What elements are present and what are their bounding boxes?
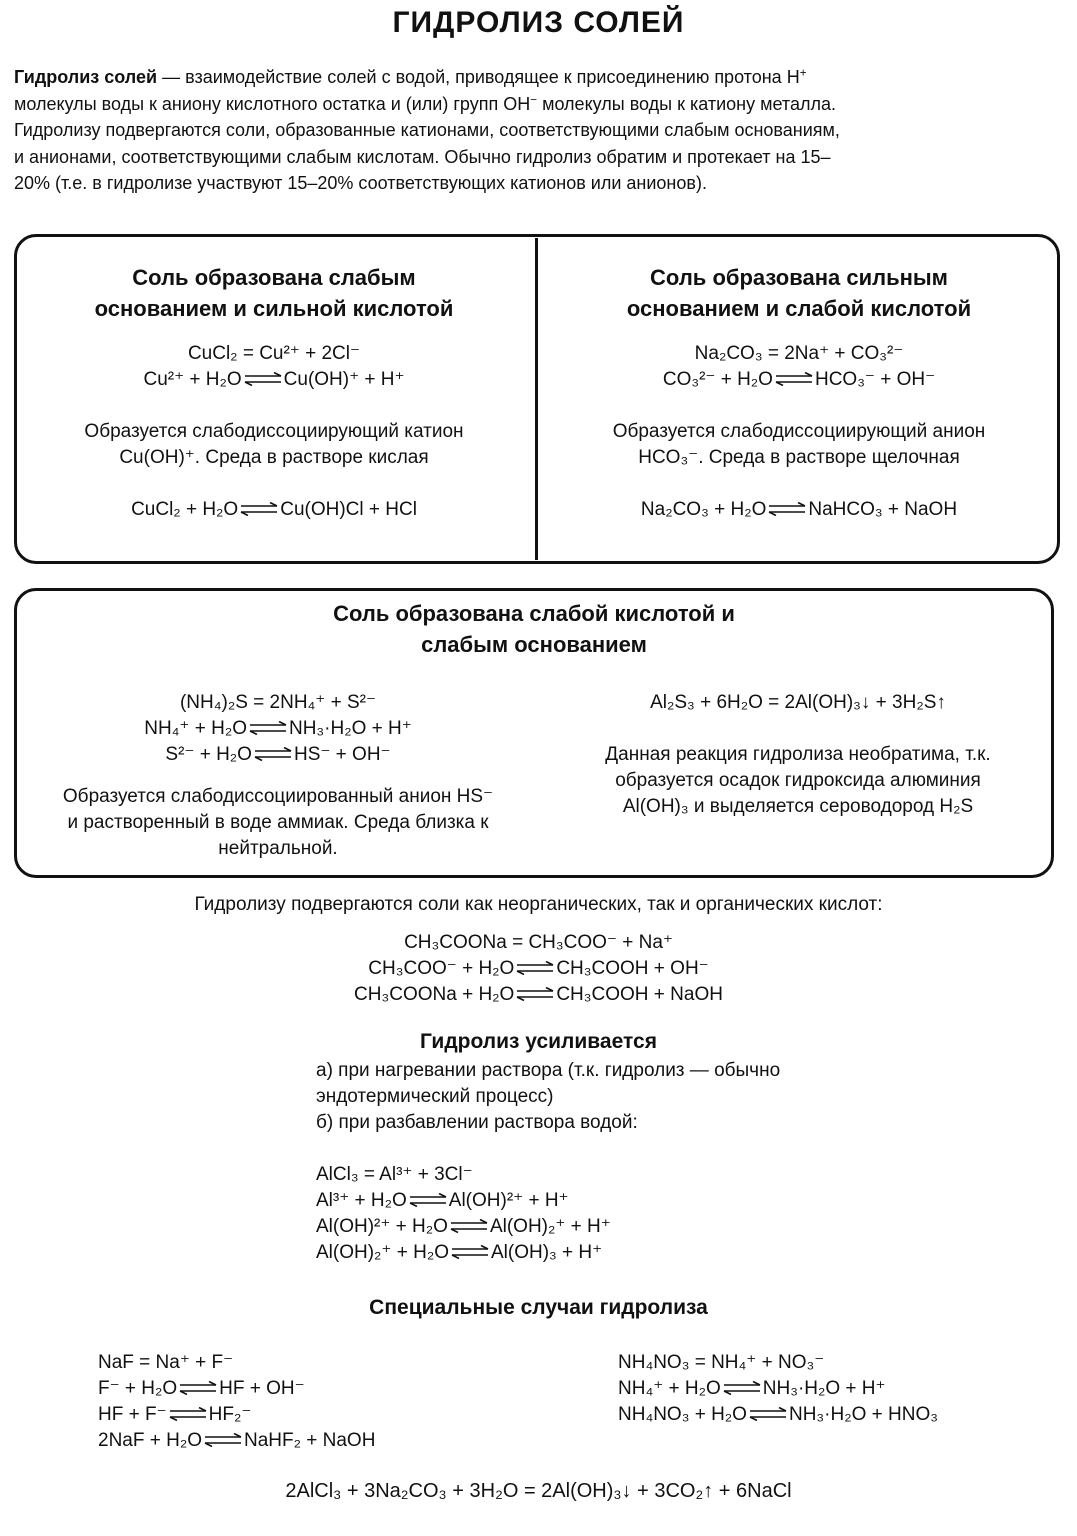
intro-line-3: Гидролизу подвергаются соли, образованные катионами, соответствующими слабым основаниям,	[14, 120, 840, 140]
enhance-list	[316, 1058, 1016, 1266]
enhance-item-a-1: а) при нагревании раствора (т.к. гидролиз — обычно	[316, 1060, 781, 1081]
box2-right-desc-3: Al(OH)₃ и выделяется сероводород H₂S	[622, 796, 974, 817]
box2-left	[18, 690, 538, 862]
reversible-arrow-icon	[253, 747, 293, 761]
reversible-arrow-icon	[515, 987, 555, 1001]
special-left	[98, 1350, 518, 1454]
reversible-arrow-icon	[748, 1407, 788, 1421]
box1-right-desc-2: HCO₃⁻. Среда в растворе щелочная	[638, 447, 960, 468]
organic-equations	[0, 930, 1077, 1008]
box2-right-desc-2: образуется осадок гидроксида алюминия	[615, 770, 981, 791]
box1-left-heading-1: Соль образована слабым	[132, 265, 416, 290]
box1-left	[18, 262, 530, 523]
box-divider	[535, 238, 538, 560]
box2-right-desc-1: Данная реакция гидролиза необратима, т.к.	[605, 744, 991, 765]
intro-paragraph	[14, 64, 1064, 197]
intro-term: Гидролиз солей	[14, 67, 158, 87]
enhance-heading: Гидролиз усиливается	[420, 1030, 657, 1053]
reversible-arrow-icon	[722, 1381, 762, 1395]
reversible-arrow-icon	[243, 372, 283, 386]
box2-left-desc-3: нейтральной.	[218, 838, 338, 859]
intro-line-2: молекулы воды к аниону кислотного остатка и (или) групп OH− молекулы воды к катиону металла.	[14, 93, 836, 114]
enhance-item-a-2: эндотермический процесс)	[316, 1086, 554, 1107]
box1-right-heading-1: Соль образована сильным	[650, 265, 948, 290]
eq-cucl2-molecular: CuCl₂ + H₂O Cu(OH)Cl + HCl	[131, 499, 417, 520]
eq-hf2-formation: HF + F⁻ HF₂⁻	[98, 1404, 252, 1425]
eq-alcl3-dissociation: AlCl₃ = Al³⁺ + 3Cl⁻	[316, 1164, 473, 1185]
box2-right	[548, 690, 1048, 820]
page-title: ГИДРОЛИЗ СОЛЕЙ	[392, 6, 685, 39]
eq-nh4-hydrolysis: NH₄⁺ + H₂O NH₃·H₂O + H⁺	[144, 718, 412, 739]
eq-al-hydrolysis-3: Al(OH)₂⁺ + H₂O Al(OH)₃ + H⁺	[316, 1242, 603, 1263]
intro-line-5: 20% (т.е. в гидролизе участвуют 15–20% соответствующих катионов или анионов).	[14, 173, 707, 193]
intro-line-4: и анионами, соответствующими слабым кислотам. Обычно гидролиз обратим и протекает на 15–	[14, 146, 831, 167]
eq-s-hydrolysis: S²⁻ + H₂O HS⁻ + OH⁻	[165, 744, 391, 765]
eq-cucl2-dissociation: CuCl₂ = Cu²⁺ + 2Cl⁻	[187, 343, 361, 364]
eq-al-hydrolysis-1: Al³⁺ + H₂O Al(OH)²⁺ + H⁺	[316, 1190, 569, 1211]
reversible-arrow-icon	[450, 1245, 490, 1259]
eq-ch3coona-dissociation: CH₃COONa = CH₃COO⁻ + Na⁺	[404, 932, 673, 953]
box2-left-desc-1: Образуется слабодиссоциированный анион HS⁻	[62, 786, 494, 807]
eq-nh4-hydrolysis-2: NH₄⁺ + H₂O NH₃·H₂O + H⁺	[618, 1378, 886, 1399]
organic-intro: Гидролизу подвергаются соли как неорганических, так и органических кислот:	[194, 894, 883, 915]
box1-left-desc-1: Образуется слабодиссоциирующий катион	[84, 421, 464, 442]
eq-co3-hydrolysis: CO₃²⁻ + H₂O HCO₃⁻ + OH⁻	[662, 369, 936, 390]
reversible-arrow-icon	[408, 1193, 448, 1207]
eq-na2co3-dissociation: Na₂CO₃ = 2Na⁺ + CO₃²⁻	[694, 343, 904, 364]
special-right	[618, 1350, 1058, 1428]
reversible-arrow-icon	[239, 502, 279, 516]
box1-right-desc-1: Образуется слабодиссоциирующий анион	[612, 421, 986, 442]
eq-nh4no3-molecular: NH₄NO₃ + H₂O NH₃·H₂O + HNO₃	[618, 1404, 938, 1425]
box1-left-heading-2: основанием и сильной кислотой	[94, 296, 454, 321]
box1-right-heading-2: основанием и слабой кислотой	[626, 296, 972, 321]
eq-ch3coo-hydrolysis: CH₃COO⁻ + H₂O CH₃COOH + OH⁻	[368, 958, 709, 979]
eq-al-hydrolysis-2: Al(OH)²⁺ + H₂O Al(OH)₂⁺ + H⁺	[316, 1216, 611, 1237]
reversible-arrow-icon	[248, 721, 288, 735]
eq-ch3coona-molecular: CH₃COONa + H₂O CH₃COOH + NaOH	[354, 984, 723, 1005]
box1-right	[542, 262, 1056, 523]
box2-heading	[14, 598, 1054, 660]
eq-nh4no3-dissociation: NH₄NO₃ = NH₄⁺ + NO₃⁻	[618, 1352, 825, 1373]
reversible-arrow-icon	[767, 502, 807, 516]
special-heading: Специальные случаи гидролиза	[369, 1296, 708, 1319]
reversible-arrow-icon	[774, 372, 814, 386]
eq-nh4-2s-dissociation: (NH₄)₂S = 2NH₄⁺ + S²⁻	[179, 692, 377, 713]
eq-naf-dissociation: NaF = Na⁺ + F⁻	[98, 1352, 234, 1373]
eq-naf-molecular: 2NaF + H₂O NaHF₂ + NaOH	[98, 1430, 376, 1451]
box2-left-desc-2: и растворенный в воде аммиак. Среда близка к	[67, 812, 489, 833]
enhance-item-b: б) при разбавлении раствора водой:	[316, 1112, 638, 1133]
eq-na2co3-molecular: Na₂CO₃ + H₂O NaHCO₃ + NaOH	[640, 499, 958, 520]
eq-joint-hydrolysis: 2AlCl₃ + 3Na₂CO₃ + 3H₂O = 2Al(OH)₃↓ + 3CO₂↑ + 6NaCl	[285, 1480, 792, 1502]
reversible-arrow-icon	[203, 1433, 243, 1447]
box2-heading-1: Соль образована слабой кислотой и	[333, 601, 735, 626]
box2-heading-2: слабым основанием	[421, 632, 647, 657]
box1-left-desc-2: Cu(OH)⁺. Среда в растворе кислая	[119, 447, 429, 468]
intro-line-1: Гидролиз солей — взаимодействие солей с водой, приводящее к присоединению протона H+	[14, 66, 807, 87]
eq-al2s3-hydrolysis: Al₂S₃ + 6H₂O = 2Al(OH)₃↓ + 3H₂S↑	[650, 692, 946, 713]
reversible-arrow-icon	[178, 1381, 218, 1395]
eq-cu-hydrolysis: Cu²⁺ + H₂O Cu(OH)⁺ + H⁺	[143, 369, 405, 390]
reversible-arrow-icon	[168, 1407, 208, 1421]
eq-f-hydrolysis: F⁻ + H₂O HF + OH⁻	[98, 1378, 305, 1399]
reversible-arrow-icon	[515, 961, 555, 975]
reversible-arrow-icon	[449, 1219, 489, 1233]
